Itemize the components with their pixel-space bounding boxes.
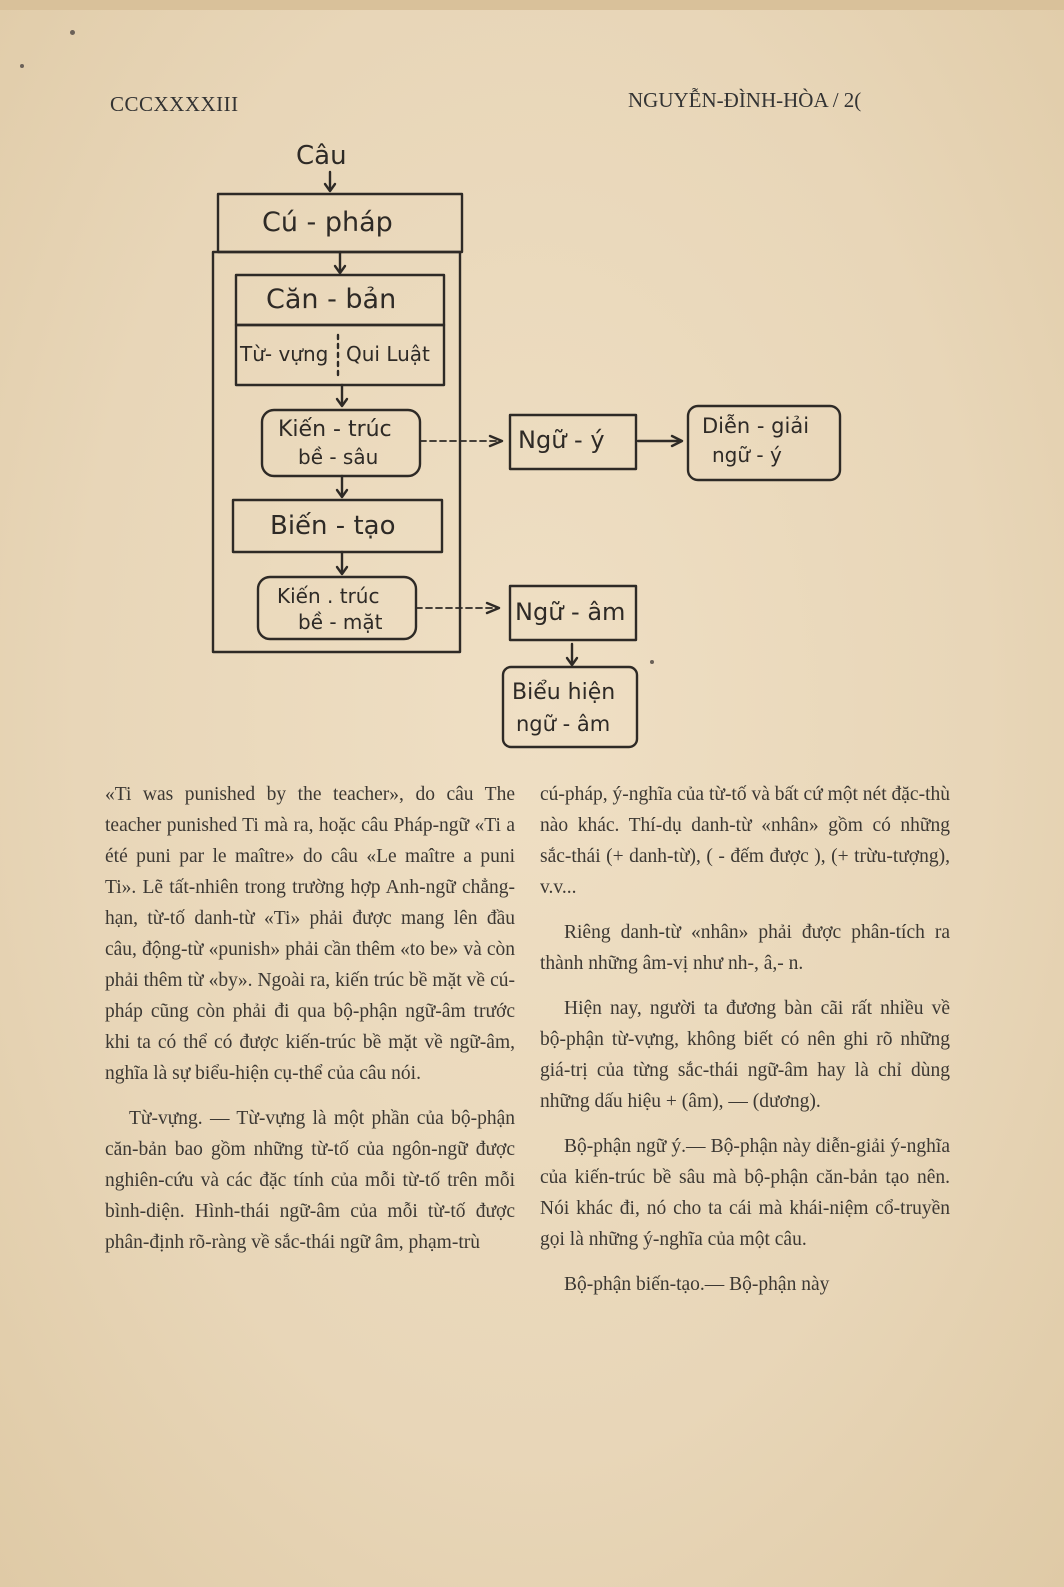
label-cu-phap: Cú - pháp bbox=[262, 207, 393, 238]
label-kien-truc-be-mat-line2: bề - mặt bbox=[298, 610, 383, 634]
page-header-author: NGUYỄN-ĐÌNH-HÒA / 2( bbox=[628, 88, 862, 112]
label-qui-luat: Qui Luật bbox=[346, 342, 430, 366]
label-ngu-am: Ngữ - âm bbox=[515, 598, 626, 626]
paragraph: «Ti was punished by the teacher», do câu The teacher punished Ti mà ra, hoặc câu Pháp-ngữ «Ti a été puni par le maître» do câu «Le maître a puni Ti». Lẽ tất-nhiên trong trường hợp Anh-ngữ chẳng-hạn, từ-tố danh-từ «Ti» phải được mang lên đầu câu, động-từ «punish» phải cần thêm «to be» và còn phải thêm từ «by». Ngoài ra, kiến trúc bề mặt về cú-pháp cũng còn phải đi qua bộ-phận ngữ-âm trước khi ta có thể có được kiến-trúc bề mặt về ngữ-âm, nghĩa là sự biểu-hiện cụ-thể của câu nói. bbox=[105, 784, 515, 1084]
label-kien-truc-be-mat-line1: Kiến . trúc bbox=[277, 584, 380, 608]
label-tu-vung: Từ- vựng bbox=[240, 342, 329, 366]
text-column-left bbox=[105, 779, 515, 1272]
label-can-ban: Căn - bản bbox=[266, 284, 397, 315]
diagram-lines bbox=[0, 0, 1064, 780]
flow-diagram bbox=[0, 0, 1064, 780]
label-ngu-y: Ngữ - ý bbox=[518, 426, 605, 454]
label-kien-truc-be-sau-line2: bề - sâu bbox=[298, 445, 379, 469]
label-bieu-hien-line1: Biểu hiện bbox=[512, 680, 616, 705]
label-bien-tao: Biến - tạo bbox=[270, 511, 396, 541]
label-bieu-hien-line2: ngữ - âm bbox=[516, 712, 611, 736]
paragraph: Hiện nay, người ta đương bàn cãi rất nhiều về bộ-phận từ-vựng, không biết có nên ghi rõ những giá-trị của từng sắc-thái ngữ-âm hay là chỉ dùng những dấu hiệu + (âm), — (dương). bbox=[540, 998, 950, 1112]
paragraph: Bộ-phận ngữ ý.— Bộ-phận này diễn-giải ý-nghĩa của kiến-trúc bề sâu mà bộ-phận căn-bản tạo nên. Nói khác đi, nó cho ta cái mà khái-niệm cổ-truyền gọi là những ý-nghĩa của một câu. bbox=[540, 1136, 950, 1250]
label-kien-truc-be-sau-line1: Kiến - trúc bbox=[278, 417, 392, 442]
label-dien-giai-line2: ngữ - ý bbox=[712, 443, 782, 467]
paragraph: Từ-vựng. — Từ-vựng là một phần của bộ-phận căn-bản bao gồm những từ-tố của ngôn-ngữ được nghiên-cứu và các đặc tính của mỗi từ-tố trên mỗi bình-diện. Hình-thái ngữ-âm của mỗi từ-tố được phân-định rõ-ràng về sắc-thái ngữ âm, phạm-trù bbox=[105, 1108, 515, 1253]
text-column-right bbox=[540, 779, 950, 1314]
paragraph: cú-pháp, ý-nghĩa của từ-tố và bất cứ một nét đặc-thù nào khác. Thí-dụ danh-từ «nhân» gồm có những sắc-thái (+ danh-từ), ( - đếm được ), (+ trừu-tượng), v.v... bbox=[540, 784, 950, 898]
label-cau: Câu bbox=[296, 141, 347, 171]
paragraph: Bộ-phận biến-tạo.— Bộ-phận này bbox=[564, 1274, 830, 1295]
paragraph: Riêng danh-từ «nhân» phải được phân-tích ra thành những âm-vị như nh-, â,- n. bbox=[540, 922, 950, 974]
page-header-numeral: CCCXXXXIII bbox=[110, 92, 239, 116]
label-dien-giai-line1: Diễn - giải bbox=[702, 414, 810, 438]
